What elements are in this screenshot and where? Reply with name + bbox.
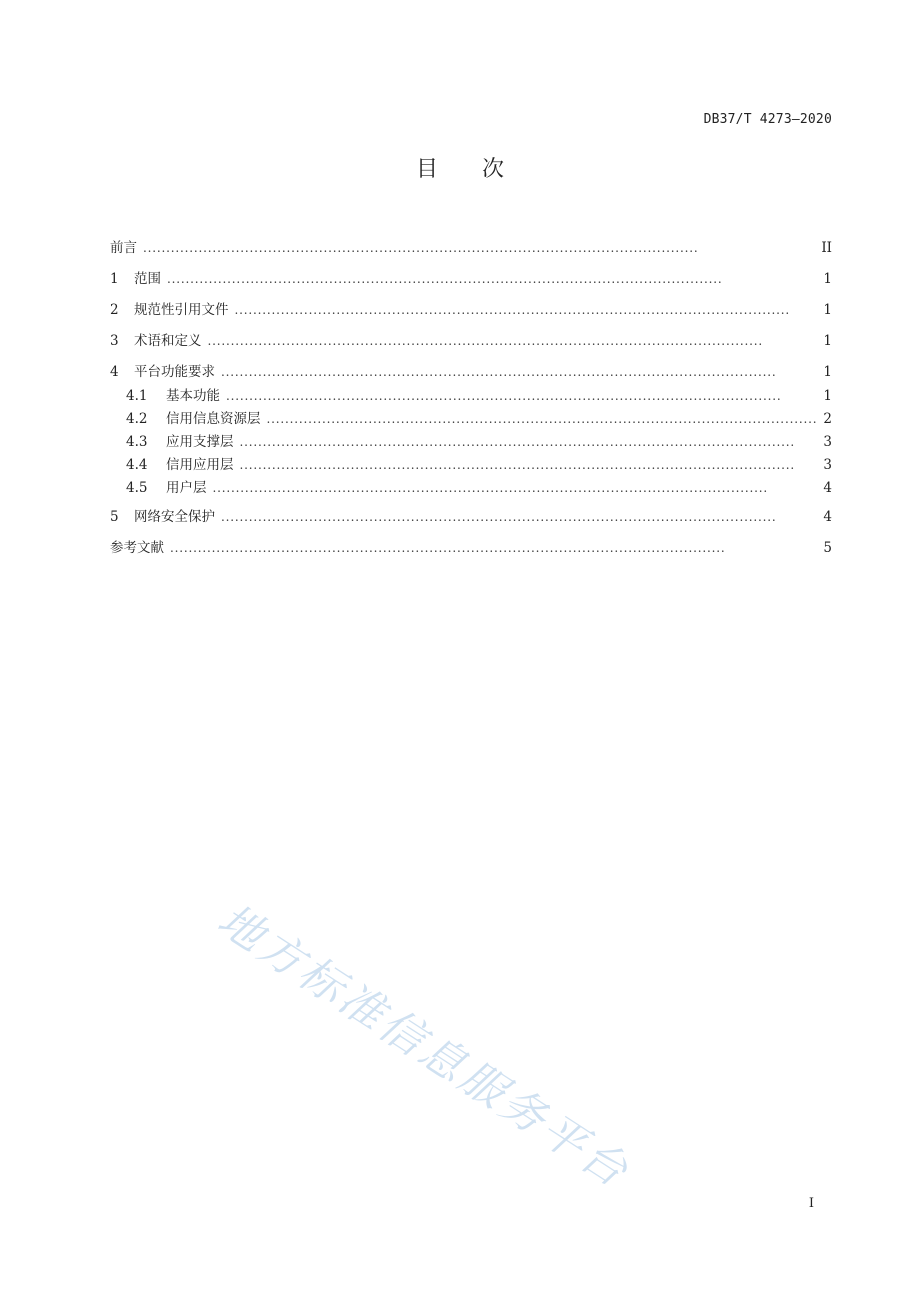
toc-entry-terms-definitions[interactable] <box>110 331 832 351</box>
toc-entry-label: 信用应用层 <box>166 457 234 473</box>
toc-entry-credit-resource-layer[interactable] <box>110 409 832 429</box>
document-code: DB37/T 4273—2020 <box>703 112 832 127</box>
toc-leader-dots <box>267 409 818 429</box>
toc-entry-platform-requirements[interactable] <box>110 362 832 382</box>
toc-leader-dots <box>170 538 817 558</box>
toc-leader-dots <box>226 386 817 406</box>
toc-entry-label: 术语和定义 <box>134 333 202 349</box>
toc-entry-page: 1 <box>823 333 832 349</box>
toc-entry-page: 4 <box>823 509 832 525</box>
toc-leader-dots <box>240 432 818 452</box>
toc-entry-page: 2 <box>823 411 832 427</box>
toc-leader-dots <box>235 300 818 320</box>
toc-entry-number: 2 <box>110 302 119 318</box>
toc-entry-label: 前言 <box>110 240 137 256</box>
toc-entry-foreword[interactable] <box>110 238 832 258</box>
toc-entry-label: 规范性引用文件 <box>134 302 229 318</box>
toc-entry-page: 1 <box>823 364 832 380</box>
toc-entry-basic-functions[interactable] <box>110 386 832 406</box>
toc-entry-number: 4.1 <box>126 388 148 404</box>
toc-entry-scope[interactable] <box>110 269 832 289</box>
toc-entry-page: 1 <box>823 271 832 287</box>
toc-entry-page: 3 <box>823 457 832 473</box>
toc-entry-bibliography[interactable] <box>110 538 832 558</box>
toc-leader-dots <box>143 238 815 258</box>
toc-leader-dots <box>221 507 817 527</box>
toc-entry-label: 范围 <box>134 271 161 287</box>
page-number: I <box>808 1196 814 1211</box>
toc-entry-number: 4.4 <box>126 457 148 473</box>
toc-entry-number: 4 <box>110 364 119 380</box>
toc-leader-dots <box>240 455 818 475</box>
toc-entry-normative-references[interactable] <box>110 300 832 320</box>
toc-entry-number: 1 <box>110 271 119 287</box>
toc-entry-label: 应用支撑层 <box>166 434 234 450</box>
toc-entry-page: 1 <box>823 302 832 318</box>
toc-entry-user-layer[interactable] <box>110 478 832 498</box>
toc-leader-dots <box>167 269 817 289</box>
toc-entry-label: 基本功能 <box>166 388 220 404</box>
toc-entry-network-security[interactable] <box>110 507 832 527</box>
toc-entry-credit-application-layer[interactable] <box>110 455 832 475</box>
toc-entry-page: 1 <box>823 388 832 404</box>
toc-entry-application-support-layer[interactable] <box>110 432 832 452</box>
toc-entry-label: 用户层 <box>166 480 207 496</box>
toc-entry-number: 5 <box>110 509 119 525</box>
toc-entry-page: 3 <box>823 434 832 450</box>
watermark-text: 地方标准信息服务平台 <box>208 894 639 1199</box>
toc-entry-page: 5 <box>823 540 832 556</box>
toc-leader-dots <box>208 331 818 351</box>
toc-entry-page: 4 <box>823 480 832 496</box>
toc-entry-number: 4.5 <box>126 480 148 496</box>
toc-entry-number: 4.3 <box>126 434 148 450</box>
toc-entry-page: II <box>821 240 832 256</box>
toc-entry-label: 网络安全保护 <box>134 509 215 525</box>
toc-entry-label: 信用信息资源层 <box>166 411 261 427</box>
toc-title: 目次 <box>415 157 548 182</box>
toc-leader-dots <box>221 362 817 382</box>
toc-entry-number: 4.2 <box>126 411 148 427</box>
toc-entry-number: 3 <box>110 333 119 349</box>
toc-entry-label: 平台功能要求 <box>134 364 215 380</box>
toc-leader-dots <box>213 478 818 498</box>
toc-entry-label: 参考文献 <box>110 540 164 556</box>
